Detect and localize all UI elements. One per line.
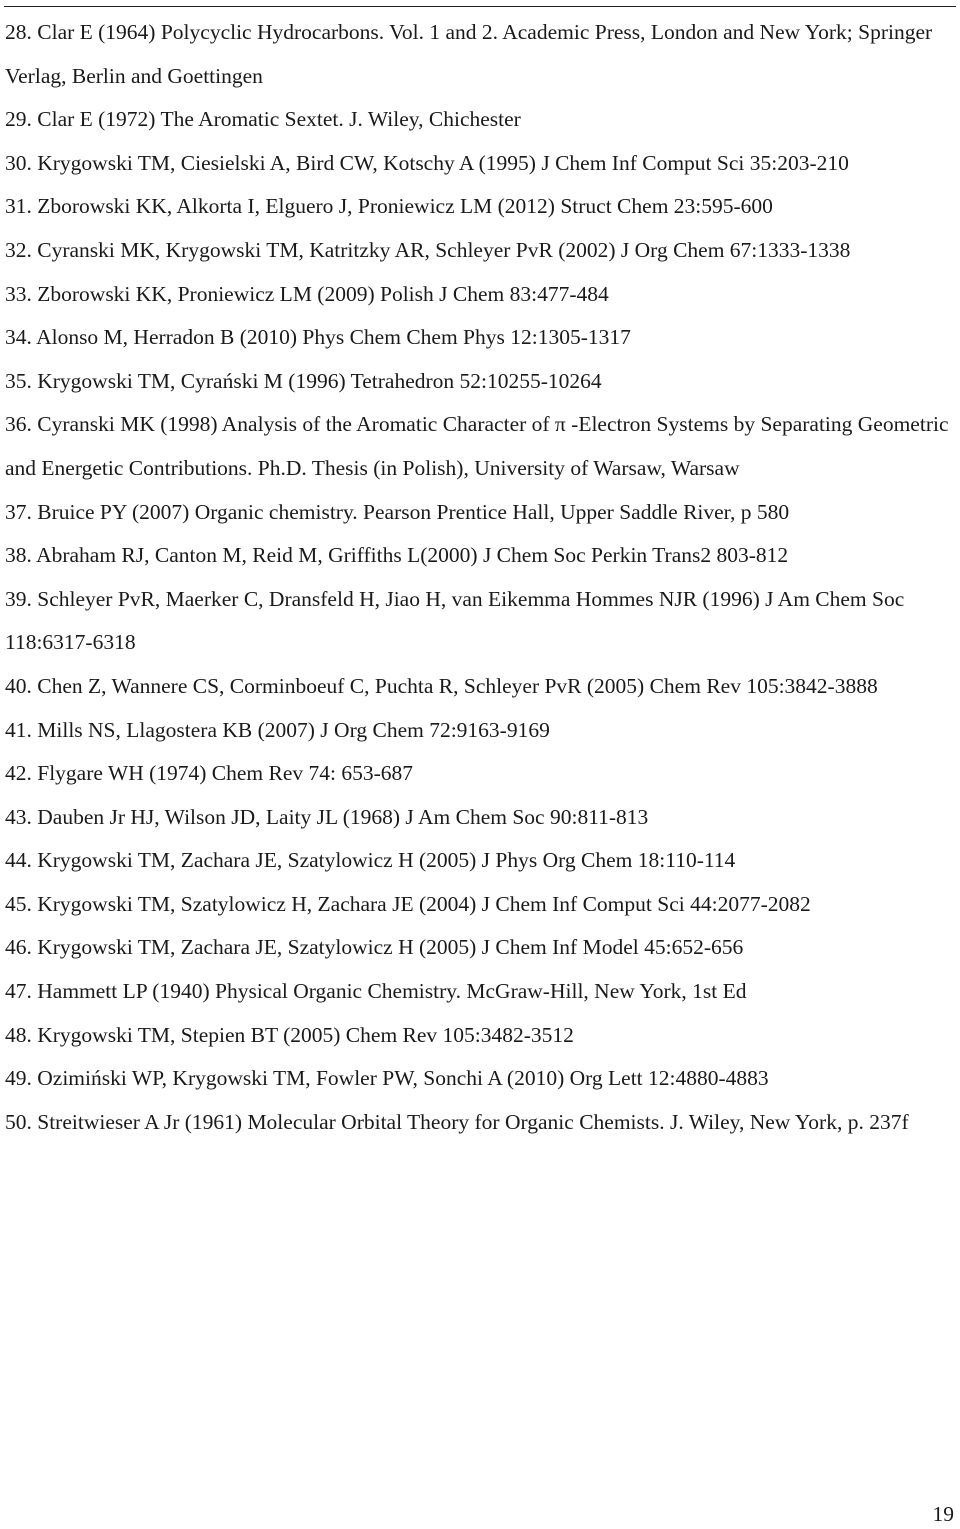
reference-item: 47. Hammett LP (1940) Physical Organic Chemistry. McGraw-Hill, New York, 1st Ed — [5, 979, 747, 1004]
reference-item: 36. Cyranski MK (1998) Analysis of the Aromatic Character of π -Electron Systems by Separating Geometric and Energetic Contributions. Ph.D. Thesis (in Polish), University of Warsaw, Warsaw — [5, 412, 949, 480]
reference-item: 45. Krygowski TM, Szatylowicz H, Zachara JE (2004) J Chem Inf Comput Sci 44:2077-2082 — [5, 891, 811, 916]
reference-list — [5, 11, 955, 1144]
reference-item: 42. Flygare WH (1974) Chem Rev 74: 653-687 — [5, 761, 414, 786]
reference-item: 32. Cyranski MK, Krygowski TM, Katritzky AR, Schleyer PvR (2002) J Org Chem 67:1333-1338 — [5, 237, 851, 262]
reference-item: 40. Chen Z, Wannere CS, Corminboeuf C, Puchta R, Schleyer PvR (2005) Chem Rev 105:3842-3888 — [5, 673, 878, 698]
reference-item: 41. Mills NS, Llagostera KB (2007) J Org Chem 72:9163-9169 — [5, 717, 550, 742]
reference-item: 43. Dauben Jr HJ, Wilson JD, Laity JL (1968) J Am Chem Soc 90:811-813 — [5, 804, 649, 829]
reference-item: 37. Bruice PY (2007) Organic chemistry. Pearson Prentice Hall, Upper Saddle River, p 580 — [5, 499, 790, 524]
reference-item: 39. Schleyer PvR, Maerker C, Dransfeld H, Jiao H, van Eikemma Hommes NJR (1996) J Am Chem Soc 118:6317-6318 — [5, 586, 905, 655]
reference-item: 48. Krygowski TM, Stepien BT (2005) Chem Rev 105:3482-3512 — [5, 1022, 574, 1047]
reference-item: 49. Ozimiński WP, Krygowski TM, Fowler PW, Sonchi A (2010) Org Lett 12:4880-4883 — [5, 1066, 769, 1091]
reference-item: 28. Clar E (1964) Polycyclic Hydrocarbons. Vol. 1 and 2. Academic Press, London and New York; Springer Verlag, Berlin and Goettingen — [5, 20, 933, 88]
page-number: 19 — [932, 1502, 954, 1526]
header-rule — [4, 6, 956, 7]
reference-item: 46. Krygowski TM, Zachara JE, Szatylowicz H (2005) J Chem Inf Model 45:652-656 — [5, 935, 744, 960]
reference-item: 33. Zborowski KK, Proniewicz LM (2009) Polish J Chem 83:477-484 — [5, 281, 609, 306]
reference-item: 44. Krygowski TM, Zachara JE, Szatylowicz H (2005) J Phys Org Chem 18:110-114 — [5, 848, 736, 873]
reference-item: 38. Abraham RJ, Canton M, Reid M, Griffiths L(2000) J Chem Soc Perkin Trans2 803-812 — [5, 543, 789, 568]
reference-item: 30. Krygowski TM, Ciesielski A, Bird CW, Kotschy A (1995) J Chem Inf Comput Sci 35:203-210 — [5, 150, 849, 175]
reference-item: 34. Alonso M, Herradon B (2010) Phys Chem Chem Phys 12:1305-1317 — [5, 325, 631, 350]
reference-item: 31. Zborowski KK, Alkorta I, Elguero J, Proniewicz LM (2012) Struct Chem 23:595-600 — [5, 194, 773, 219]
reference-item: 35. Krygowski TM, Cyrański M (1996) Tetrahedron 52:10255-10264 — [5, 368, 602, 393]
reference-item: 50. Streitwieser A Jr (1961) Molecular Orbital Theory for Organic Chemists. J. Wiley, New York, p. 237f — [5, 1109, 909, 1134]
reference-item: 29. Clar E (1972) The Aromatic Sextet. J. Wiley, Chichester — [5, 107, 521, 132]
